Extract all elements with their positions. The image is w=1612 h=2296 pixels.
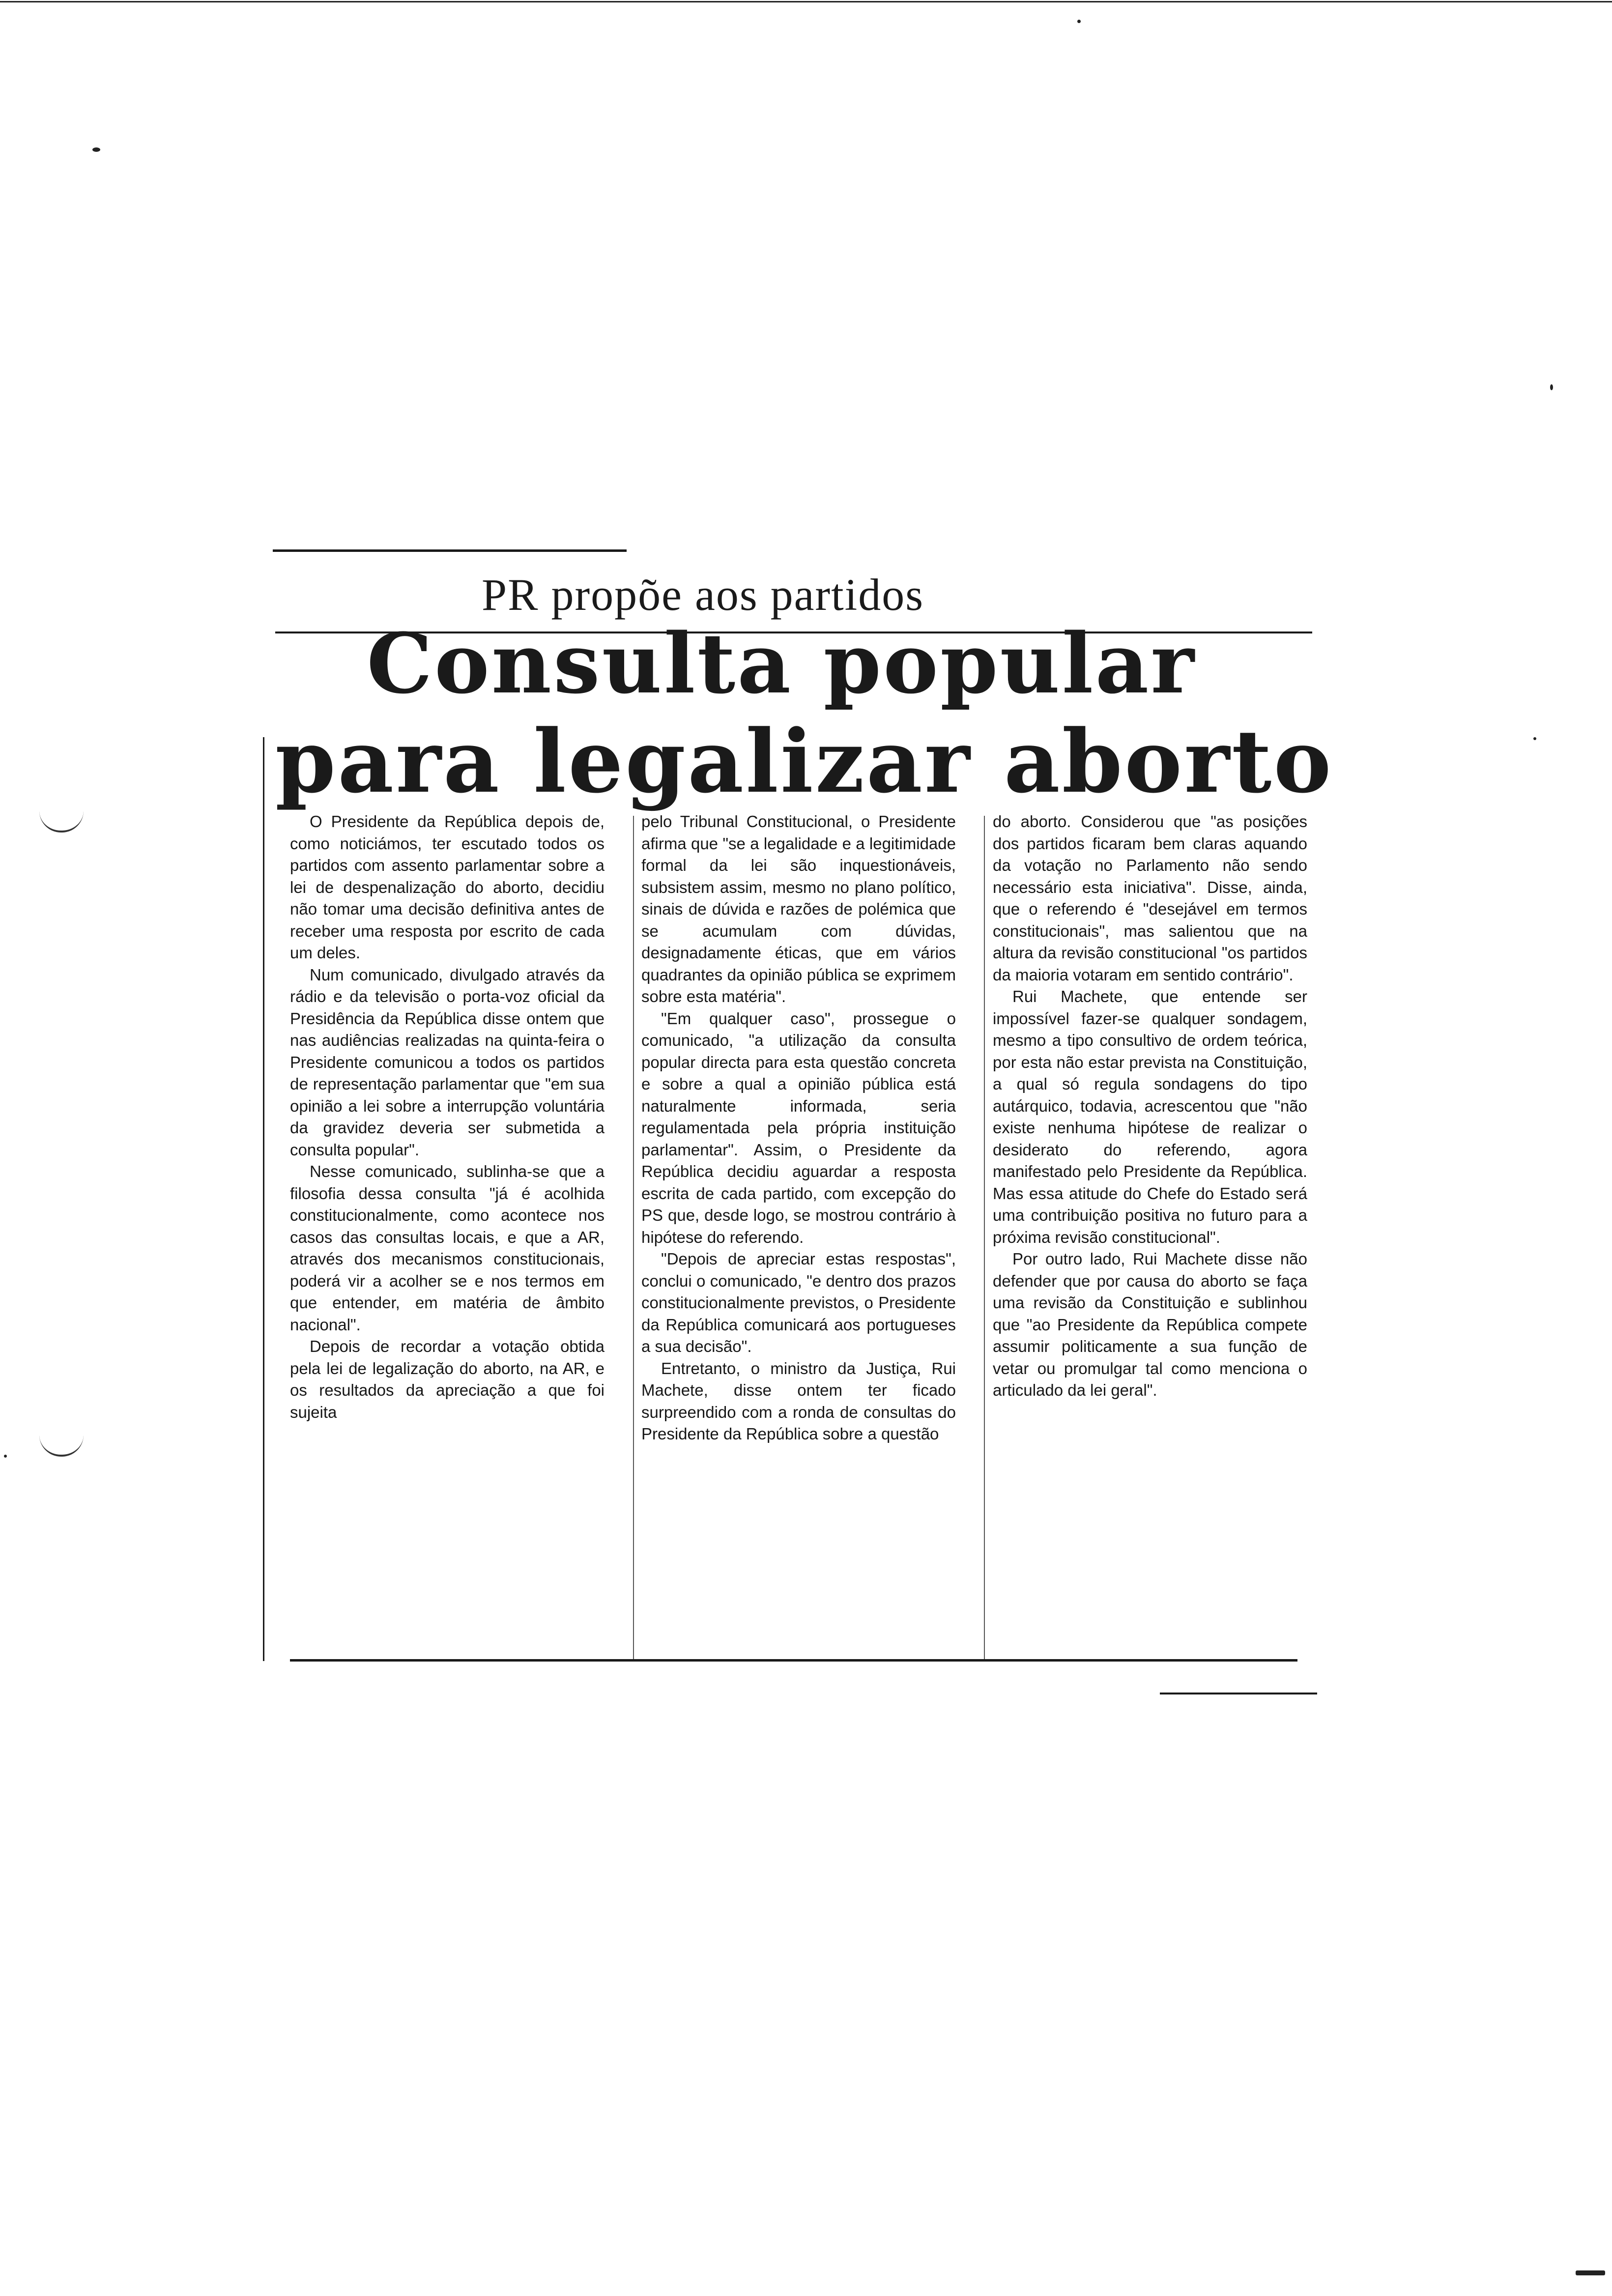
scan-speck: [1077, 20, 1081, 23]
article-paragraph: Num comunicado, divulgado através da rádio e da televisão o porta-voz oficial da Presidência da República disse ontem que nas audiências realizadas na quinta-feira o Presidente comunicou a todos os partidos de representação parlamentar que "em sua opinião a lei sobre a interrupção voluntária da gravidez deveria ser submetida a consulta popular".: [290, 965, 604, 1159]
article-paragraph: Entretanto, o ministro da Justiça, Rui Machete, disse ontem ter ficado surpreendido com a ronda de consultas do Presidente da República sobre a questão: [641, 1359, 956, 1443]
headline-line-2: para legalizar aborto: [275, 711, 1333, 812]
bottom-rule: [290, 1659, 1297, 1662]
scan-speck: [1533, 737, 1536, 740]
article-column-1: [290, 811, 604, 1423]
article-paragraph: do aborto. Considerou que "as posições dos partidos ficaram bem claras aquando da votação no Parlamento não sendo necessário esta iniciativa". Disse, ainda, que o referendo é "desejável em termos constitucionais", mas salientou que na altura da revisão constitucional "os partidos da maioria votaram em sentido contrário".: [993, 812, 1307, 984]
article-paragraph: pelo Tribunal Constitucional, o Presidente afirma que "se a legalidade e a legitimidade formal da lei são inquestionáveis, subsistem assim, mesmo no plano político, sinais de dúvida e razões de polémica que se acumulam com dúvidas, designadamente éticas, que em vários quadrantes da opinião pública se exprimem sobre esta matéria".: [641, 812, 956, 1005]
top-rule: [273, 549, 627, 552]
bottom-rule-right: [1160, 1693, 1317, 1694]
article-paragraph: O Presidente da República depois de, como noticiámos, ter escutado todos os partidos com assento parlamentar sobre a lei de despenalização do aborto, decidiu não tomar uma decisão definitiva antes de receber uma resposta por escrito de cada um deles.: [290, 812, 604, 962]
headline-line-1: Consulta popular: [367, 615, 1196, 712]
scan-speck: [1576, 2270, 1605, 2275]
scan-top-border: [0, 1, 1612, 2]
scan-speck: [1550, 384, 1553, 390]
article-paragraph: Depois de recordar a votação obtida pela lei de legalização do aborto, na AR, e os resultados da apreciação a que foi sujeita: [290, 1337, 604, 1421]
article-paragraph: "Depois de apreciar estas respostas", conclui o comunicado, "e dentro dos prazos constitucionalmente previstos, o Presidente da República comunicará aos portugueses a sua decisão".: [641, 1250, 956, 1355]
punch-hole-mark: [39, 811, 84, 832]
article-paragraph: Por outro lado, Rui Machete disse não defender que por causa do aborto se faça uma revisão da Constituição e sublinhou que "ao Presidente da República compete assumir politicamente a sua função de vetar ou promulgar tal como menciona o articulado da lei geral".: [993, 1250, 1307, 1399]
article-paragraph: Rui Machete, que entende ser impossível fazer-se qualquer sondagem, mesmo a tipo consultivo de ordem teórica, por esta não estar prevista na Constituição, a qual só regula sondagens do tipo autárquico, todavia, acrescentou que "não existe nenhuma hipótese de realizar o desiderato do referendo, agora manifestado pelo Presidente da República. Mas essa atitude do Chefe do Estado será uma contribuição positiva no futuro para a próxima revisão constitucional".: [993, 987, 1307, 1246]
article-column-3: [993, 811, 1307, 1402]
scan-speck: [4, 1455, 7, 1458]
article-paragraph: Nesse comunicado, sublinha-se que a filosofia dessa consulta "já é acolhida constitucionalmente, como acontece nos casos das consultas locais, e que a AR, através dos mecanismos constitucionais, poderá vir a acolher se e nos termos em que entender, em matéria de âmbito nacional".: [290, 1162, 604, 1334]
kicker: PR propõe aos partidos: [481, 570, 924, 620]
article-paragraph: "Em qualquer caso", prossegue o comunicado, "a utilização da consulta popular directa para esta questão concreta e sobre a qual a opinião pública está naturalmente informada, seria regulamentada pela própria instituição parlamentar". Assim, o Presidente da República decidiu aguardar a resposta escrita de cada partido, com excepção do PS que, desde logo, se mostrou contrário à hipótese do referendo.: [641, 1009, 956, 1246]
left-column-edge: [263, 737, 264, 1661]
article-body: [290, 811, 1312, 1656]
punch-hole-mark: [39, 1435, 84, 1457]
article-column-2: [641, 811, 956, 1445]
scan-speck: [92, 147, 100, 152]
